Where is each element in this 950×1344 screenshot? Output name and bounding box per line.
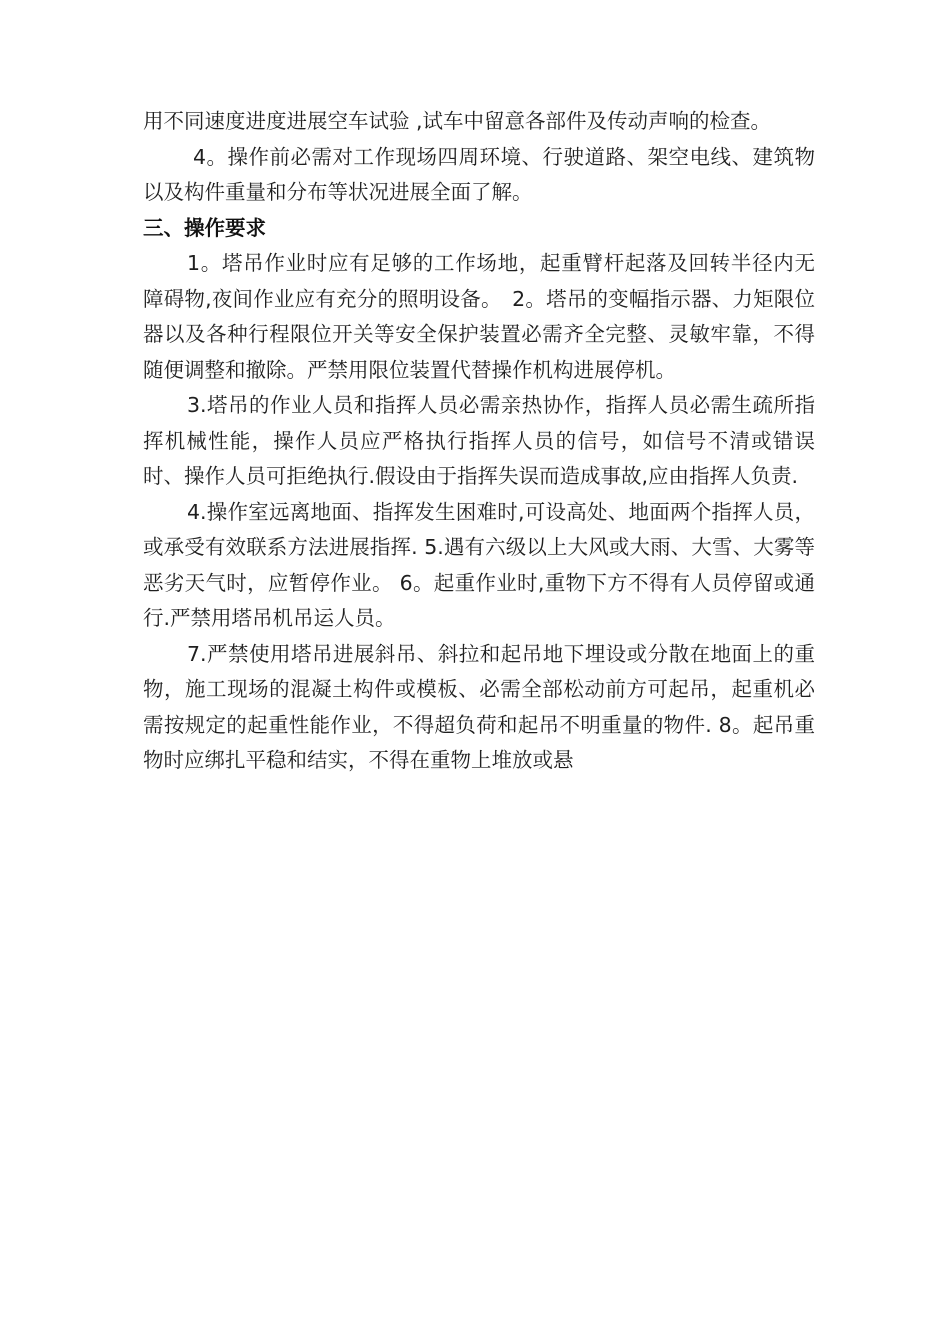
section-heading: 三、操作要求: [143, 215, 266, 240]
requirement-paragraph-1: 1。塔吊作业时应有足够的工作场地，起重臂杆起落及回转半径内无障碍物,夜间作业应有充分的照明设备。 2。塔吊的变幅指示器、力矩限位器以及各种行程限位开关等安全保护装置必需齐全完整、灵敏牢靠，不得随便调整和撤除。严禁用限位装置代替操作机构进展停机。: [143, 251, 815, 382]
document-body: [143, 104, 815, 779]
paragraph-test-run: 用不同速度进度进展空车试验 ,试车中留意各部件及传动声响的检查。: [143, 109, 772, 133]
paragraph-site-survey: 4。操作前必需对工作现场四周环境、行驶道路、架空电线、建筑物以及构件重量和分布等状况进展全面了解。: [143, 144, 815, 204]
requirement-paragraph-2: 3.塔吊的作业人员和指挥人员必需亲热协作，指挥人员必需生疏所指挥机械性能，操作人员应严格执行指挥人员的信号，如信号不清或错误时、操作人员可拒绝执行.假设由于指挥失误而造成事故,应由指挥人负责.: [143, 393, 815, 488]
requirement-paragraph-4: 7.严禁使用塔吊进展斜吊、斜拉和起吊地下埋设或分散在地面上的重物，施工现场的混凝土构件或模板、必需全部松动前方可起吊，起重机必需按规定的起重性能作业，不得超负荷和起吊不明重量的物件. 8。起吊重物时应绑扎平稳和结实，不得在重物上堆放或悬: [143, 641, 815, 772]
requirement-paragraph-3: 4.操作室远离地面、指挥发生困难时,可设高处、地面两个指挥人员，或承受有效联系方法进展指挥. 5.遇有六级以上大风或大雨、大雪、大雾等恶劣天气时，应暂停作业。 6。起重作业时,重物下方不得有人员停留或通行.严禁用塔吊机吊运人员。: [143, 499, 815, 630]
